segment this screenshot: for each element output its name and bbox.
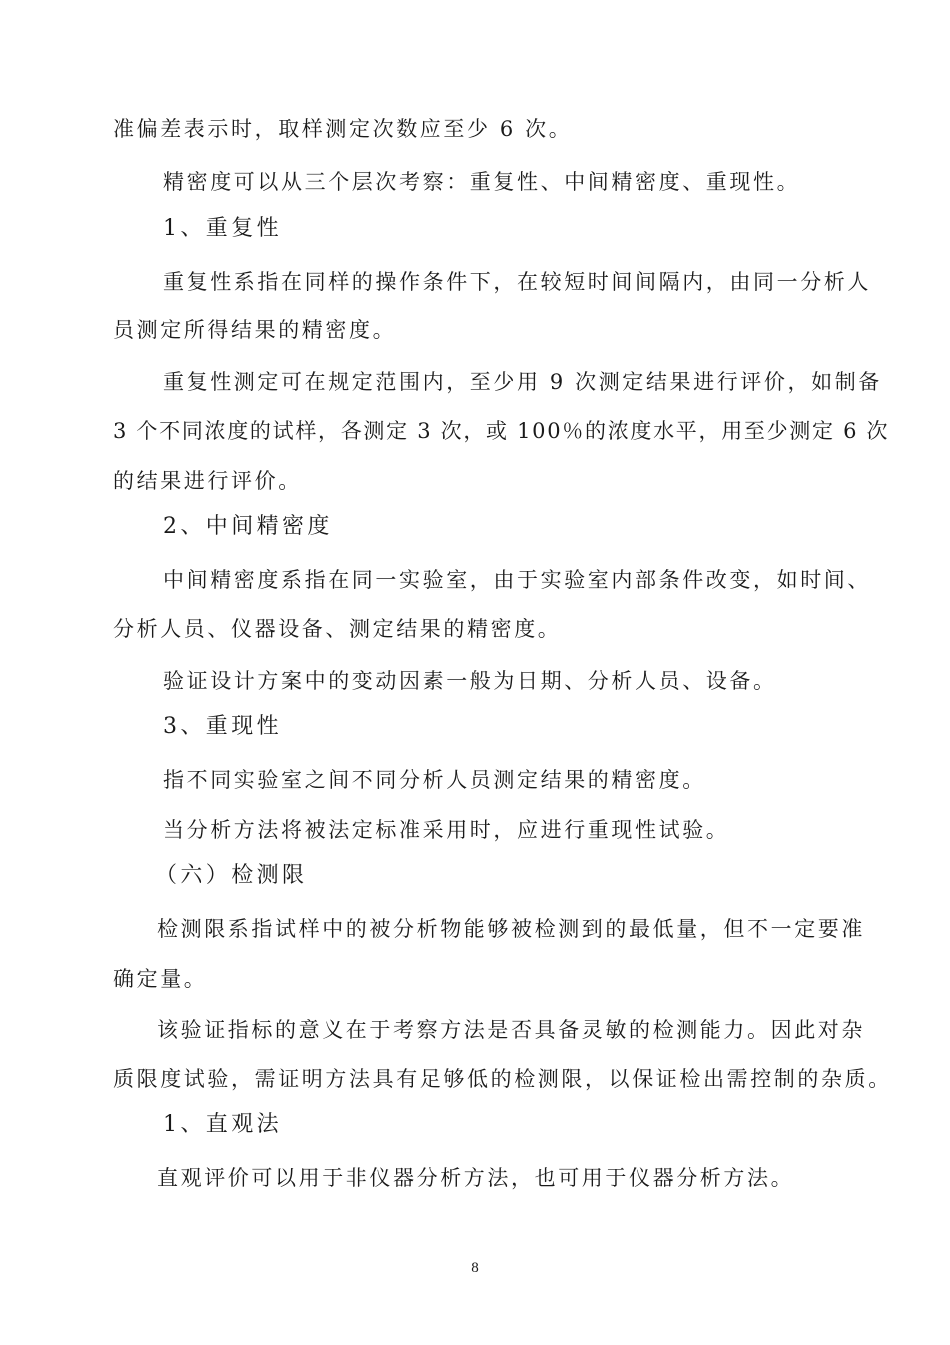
paragraph-line: 准偏差表示时，取样测定次数应至少 6 次。 (113, 117, 573, 141)
paragraph-line: 指不同实验室之间不同分析人员测定结果的精密度。 (163, 768, 706, 792)
section-heading: 1、直观法 (163, 1112, 282, 1137)
paragraph-line: 验证设计方案中的变动因素一般为日期、分析人员、设备。 (163, 669, 777, 693)
paragraph-line: 员测定所得结果的精密度。 (113, 318, 397, 342)
section-heading: 1、重复性 (163, 216, 282, 241)
paragraph-line: 当分析方法将被法定标准采用时，应进行重现性试验。 (163, 818, 730, 842)
paragraph-line: 中间精密度系指在同一实验室，由于实验室内部条件改变，如时间、 (163, 568, 871, 592)
section-heading: （六）检测限 (155, 863, 308, 888)
paragraph-line: 的结果进行评价。 (113, 469, 302, 493)
paragraph-line: 直观评价可以用于非仪器分析方法，也可用于仪器分析方法。 (157, 1166, 795, 1190)
paragraph-line: 重复性测定可在规定范围内，至少用 9 次测定结果进行评价，如制备 (163, 370, 882, 394)
paragraph-line: 分析人员、仪器设备、测定结果的精密度。 (113, 617, 562, 641)
page-number: 8 (471, 1260, 479, 1276)
paragraph-line: 精密度可以从三个层次考察：重复性、中间精密度、重现性。 (163, 170, 801, 194)
section-heading: 2、中间精密度 (163, 514, 333, 539)
paragraph-line: 检测限系指试样中的被分析物能够被检测到的最低量，但不一定要准 (157, 917, 865, 941)
paragraph-line: 质限度试验，需证明方法具有足够低的检测限，以保证检出需控制的杂质。 (113, 1067, 892, 1091)
paragraph-line: 重复性系指在同样的操作条件下，在较短时间间隔内，由同一分析人 (163, 270, 871, 294)
paragraph-line: 该验证指标的意义在于考察方法是否具备灵敏的检测能力。因此对杂 (157, 1018, 865, 1042)
paragraph-line: 确定量。 (113, 967, 208, 991)
paragraph-line: 3 个不同浓度的试样，各测定 3 次，或 100％的浓度水平，用至少测定 6 次 (113, 419, 890, 443)
section-heading: 3、重现性 (163, 714, 282, 739)
